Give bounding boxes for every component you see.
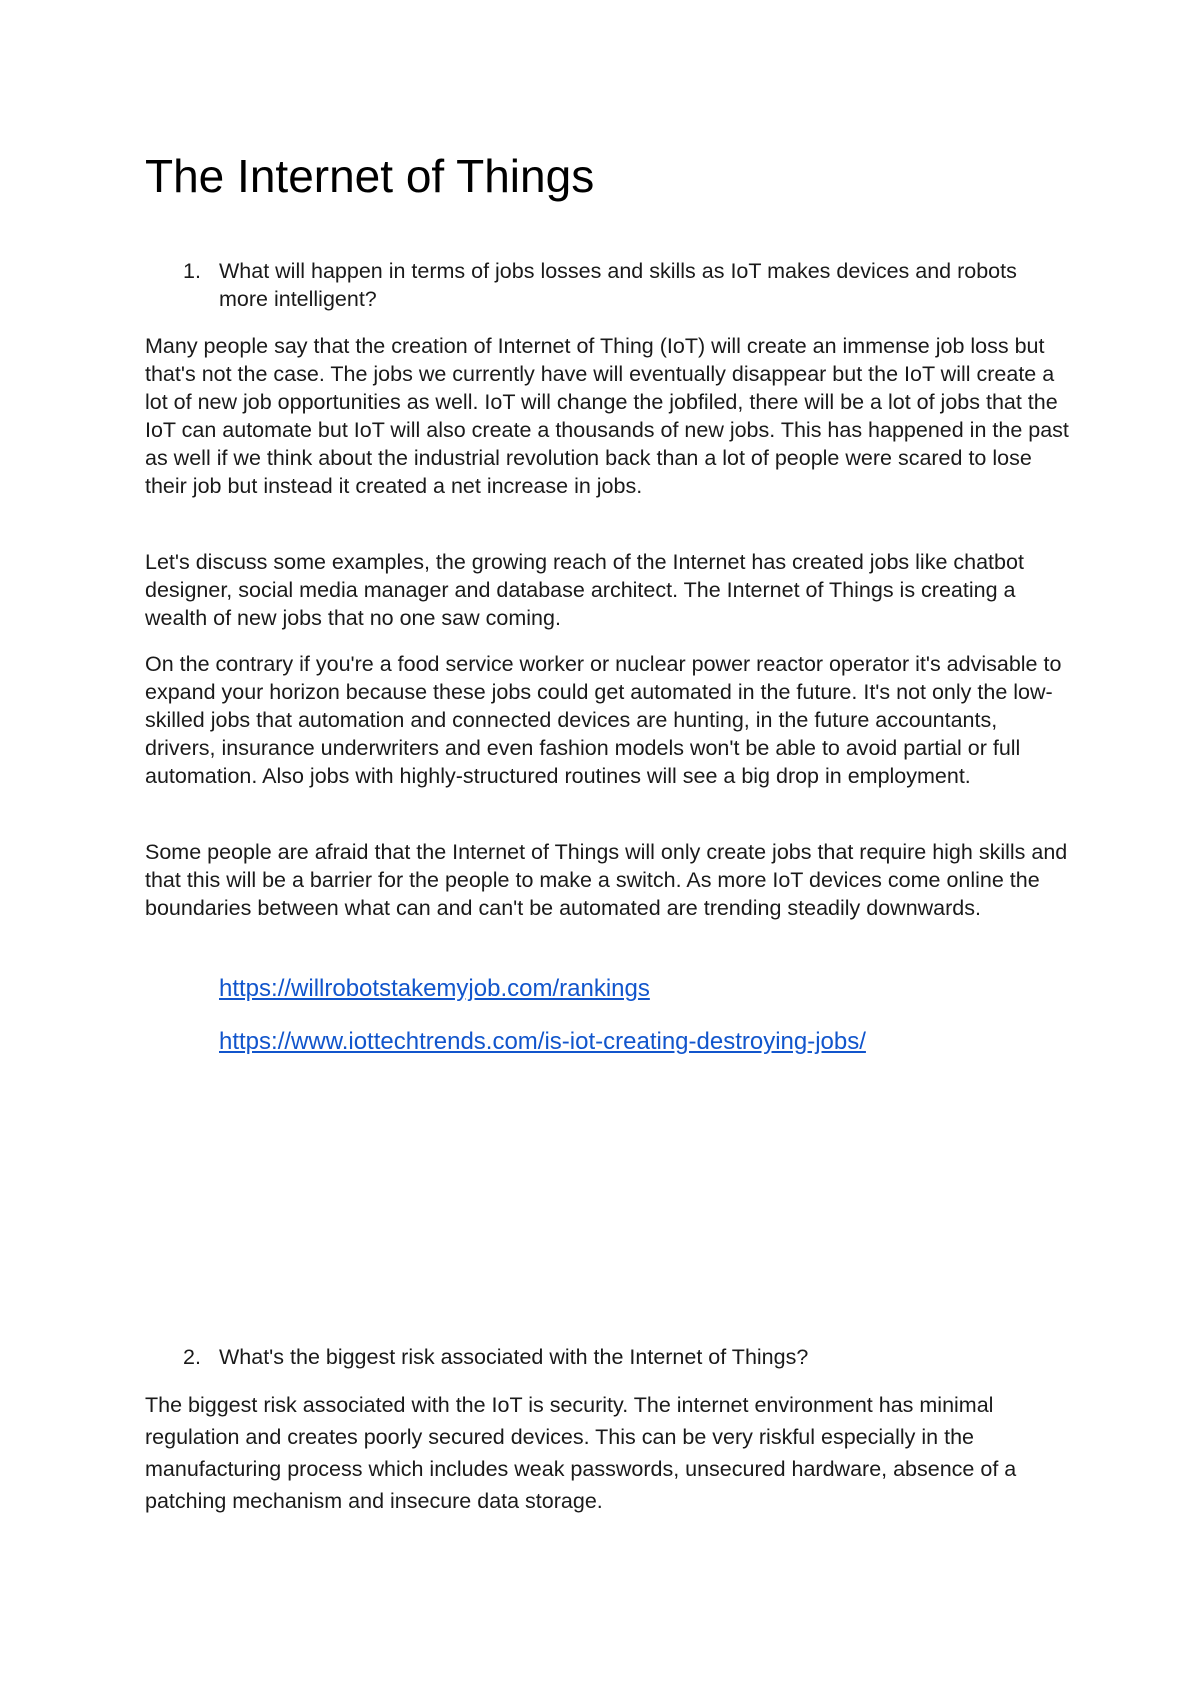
answer-2-paragraph-1: The biggest risk associated with the IoT is security. The internet environment has minimal regulation and creates poorly secured devices. This can be very riskful especially in the manufacturing process which includes weak passwords, unsecured hardware, absence of a patching mechanism and insecure data storage. [145,1393,1017,1513]
link-willrobotstakemyjob[interactable]: https://willrobotstakemyjob.com/rankings [219,975,650,1002]
answer-1-paragraph-3: On the contrary if you're a food service worker or nuclear power reactor operator it's advisable to expand your horizon because these jobs could get automated in the future. It's not only the low-skilled jobs that automation and connected devices are hunting, in the future accountants, drivers, insurance underwriters and even fashion models won't be able to avoid partial or full automation. Also jobs with highly-structured routines will see a big drop in employment. [145,652,1062,788]
link-iottechtrends[interactable]: https://www.iottechtrends.com/is-iot-creating-destroying-jobs/ [219,1028,866,1055]
question-1-number: 1. [183,259,201,283]
answer-1-paragraph-1: Many people say that the creation of Internet of Thing (IoT) will create an immense job loss but that's not the case. The jobs we currently have will eventually disappear but the IoT will create a lot of new job opportunities as well. IoT will change the jobfiled, there will be a lot of jobs that the IoT can automate but IoT will also create a thousands of new jobs. This has happened in the past as well if we think about the industrial revolution back than a lot of people were scared to lose their job but instead it created a net increase in jobs. [145,334,1069,498]
answer-1-paragraph-4: Some people are afraid that the Internet of Things will only create jobs that require high skills and that this will be a barrier for the people to make a switch. As more IoT devices come online the boundaries between what can and can't be automated are trending steadily downwards. [145,840,1068,920]
document-title: The Internet of Things [145,150,595,202]
question-1 [145,257,1065,313]
answer-1-paragraph-2: Let's discuss some examples, the growing reach of the Internet has created jobs like chatbot designer, social media manager and database architect. The Internet of Things is creating a wealth of new jobs that no one saw coming. [145,550,1024,630]
question-1-text: What will happen in terms of jobs losses and skills as IoT makes devices and robots more intelligent? [219,259,1017,311]
question-2-text: What's the biggest risk associated with the Internet of Things? [219,1345,809,1369]
question-2-number: 2. [183,1345,201,1369]
question-2 [145,1343,1065,1371]
